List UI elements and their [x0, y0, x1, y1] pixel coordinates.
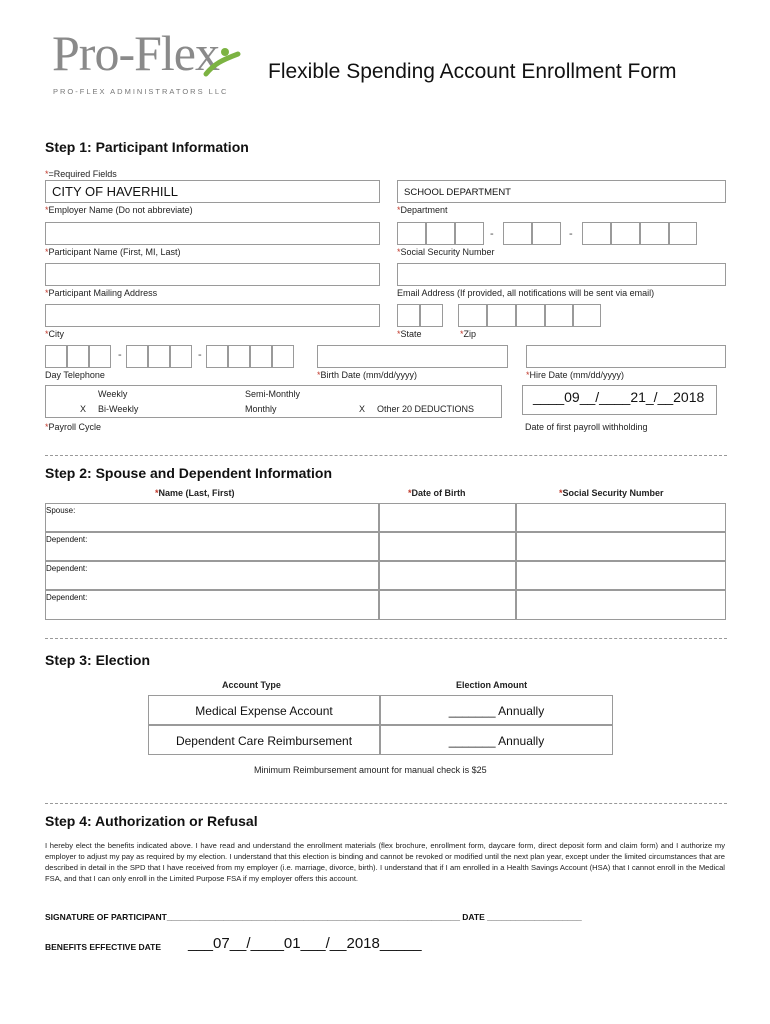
zip-digit[interactable] [573, 304, 601, 327]
dob-cell[interactable] [379, 561, 516, 590]
phone-digit[interactable] [45, 345, 67, 368]
step3-title: Step 3: Election [45, 652, 151, 668]
section-divider [45, 638, 727, 639]
authorization-text: I hereby elect the benefits indicated above. I have read and understand the enrollment materials (flex brochure, enrollment form, daycare form, direct deposit form and claim form) and I authorize my employer to adjust my pay as required by my election. I understand that this election is binding and cannot be revoked or modified until the next plan year, except under the limited circumstances that are described in detail in the SPD that I have received from my employer (i.e. marriage, divorce, birth). I understand that if I am enrolled in a Health Savings Account (HSA) that I cannot enroll in the Medical FSA, and that I can only enroll in the Limited Purpose FSA if my employer offers this account. [45, 841, 725, 883]
election-amount-dependent-care[interactable] [380, 725, 613, 755]
col-ssn-header: *Social Security Number [559, 488, 664, 498]
col-account-type-header: Account Type [222, 680, 281, 690]
section-divider [45, 803, 727, 804]
payroll-cycle-label: *Payroll Cycle [45, 422, 102, 432]
step2-title: Step 2: Spouse and Dependent Information [45, 465, 333, 481]
birth-date-label: *Birth Date (mm/dd/yyyy) [317, 370, 418, 380]
account-type-dependent-care: Dependent Care Reimbursement [175, 734, 353, 748]
payroll-monthly-option[interactable]: Monthly [245, 404, 277, 414]
step4-title: Step 4: Authorization or Refusal [45, 813, 258, 829]
phone-digit[interactable] [250, 345, 272, 368]
ssn-digit[interactable] [669, 222, 697, 245]
payroll-other-option[interactable]: Other 20 DEDUCTIONS [377, 404, 475, 414]
ssn-digit[interactable] [611, 222, 640, 245]
election-row-dependent-care [148, 725, 380, 755]
row-label: Dependent: [46, 535, 88, 544]
email-label: Email Address (If provided, all notifications will be sent via email) [397, 288, 655, 298]
amount-dependent-care: _______ Annually [448, 734, 545, 748]
state-label: *State [397, 329, 422, 339]
phone-digit[interactable] [148, 345, 170, 368]
day-telephone-label: Day Telephone [45, 370, 105, 380]
first-payroll-date-value: ____09__/____21_/__2018 [533, 389, 705, 405]
benefits-effective-label: BENEFITS EFFECTIVE DATE [45, 942, 162, 952]
payroll-weekly-option[interactable]: Weekly [98, 389, 128, 399]
row-label: Spouse: [46, 506, 76, 515]
participant-name-label: *Participant Name (First, MI, Last) [45, 247, 181, 257]
required-note: *=Required Fields [45, 169, 117, 179]
payroll-semimonthly-option[interactable]: Semi-Monthly [245, 389, 301, 399]
ssn-digit[interactable] [532, 222, 561, 245]
election-row-medical [148, 695, 380, 725]
payroll-biweekly-option[interactable]: Bi-Weekly [98, 404, 139, 414]
phone-digit[interactable] [206, 345, 228, 368]
ssn-digit[interactable] [455, 222, 484, 245]
table-row[interactable] [45, 561, 379, 590]
hire-date-label: *Hire Date (mm/dd/yyyy) [526, 370, 625, 380]
account-type-medical: Medical Expense Account [195, 704, 333, 718]
city-label: *City [45, 329, 65, 339]
ssn-cell[interactable] [516, 532, 726, 561]
ssn-digit[interactable] [503, 222, 532, 245]
logo-swoosh-icon [202, 46, 242, 80]
form-title: Flexible Spending Account Enrollment Form [268, 60, 677, 83]
table-row[interactable] [45, 532, 379, 561]
department-label: *Department [397, 205, 448, 215]
first-payroll-date-label: Date of first payroll withholding [525, 422, 648, 432]
phone-separator: - [118, 349, 122, 361]
row-label: Dependent: [46, 593, 88, 602]
col-name-header: *Name (Last, First) [155, 488, 235, 498]
dob-cell[interactable] [379, 532, 516, 561]
ssn-digit[interactable] [582, 222, 611, 245]
city-field[interactable] [45, 304, 380, 327]
phone-digit[interactable] [272, 345, 294, 368]
minimum-reimbursement-note: Minimum Reimbursement amount for manual check is $25 [254, 765, 487, 775]
ssn-cell[interactable] [516, 561, 726, 590]
employer-name-label: *Employer Name (Do not abbreviate) [45, 205, 193, 215]
col-election-amount-header: Election Amount [456, 680, 528, 690]
phone-separator: - [198, 349, 202, 361]
signature-line[interactable]: SIGNATURE OF PARTICIPANT______________________________________________________________ DATE ____________________ [45, 912, 582, 922]
ssn-separator: - [569, 228, 573, 240]
ssn-separator: - [490, 228, 494, 240]
election-amount-medical[interactable] [380, 695, 613, 725]
logo-wordmark: Pro-Flex [52, 25, 219, 81]
mailing-address-label: *Participant Mailing Address [45, 288, 158, 298]
dob-cell[interactable] [379, 503, 516, 532]
zip-digit[interactable] [545, 304, 573, 327]
phone-digit[interactable] [170, 345, 192, 368]
department-field[interactable] [397, 180, 726, 203]
ssn-digit[interactable] [640, 222, 669, 245]
payroll-other-mark[interactable]: X [359, 404, 366, 414]
ssn-cell[interactable] [516, 590, 726, 620]
ssn-cell[interactable] [516, 503, 726, 532]
ssn-label: *Social Security Number [397, 247, 495, 257]
zip-digit[interactable] [516, 304, 545, 327]
table-row[interactable] [45, 590, 379, 620]
email-field[interactable] [397, 263, 726, 286]
row-label: Dependent: [46, 564, 88, 573]
phone-digit[interactable] [67, 345, 89, 368]
mailing-address-field[interactable] [45, 263, 380, 286]
ssn-digit[interactable] [397, 222, 426, 245]
phone-digit[interactable] [228, 345, 250, 368]
benefits-effective-date[interactable]: ___07__/____01___/__2018_____ [188, 935, 422, 952]
birth-date-field[interactable] [317, 345, 508, 368]
state-letter[interactable] [397, 304, 420, 327]
state-letter[interactable] [420, 304, 443, 327]
dob-cell[interactable] [379, 590, 516, 620]
payroll-biweekly-mark[interactable]: X [80, 404, 87, 414]
zip-label: *Zip [460, 329, 477, 339]
hire-date-field[interactable] [526, 345, 726, 368]
table-row[interactable] [45, 503, 379, 532]
col-dob-header: *Date of Birth [408, 488, 466, 498]
step1-title: Step 1: Participant Information [45, 139, 249, 155]
department-value: SCHOOL DEPARTMENT [404, 187, 511, 198]
ssn-digit[interactable] [426, 222, 455, 245]
phone-digit[interactable] [89, 345, 111, 368]
participant-name-field[interactable] [45, 222, 380, 245]
zip-digit[interactable] [487, 304, 516, 327]
logo [52, 24, 242, 100]
zip-digit[interactable] [458, 304, 487, 327]
employer-name-field[interactable] [45, 180, 380, 203]
logo-tagline: PRO-FLEX ADMINISTRATORS LLC [53, 87, 229, 96]
employer-name-value: CITY OF HAVERHILL [52, 184, 178, 199]
phone-digit[interactable] [126, 345, 148, 368]
section-divider [45, 455, 727, 456]
amount-medical: _______ Annually [448, 704, 545, 718]
first-payroll-date-field[interactable] [522, 385, 717, 415]
